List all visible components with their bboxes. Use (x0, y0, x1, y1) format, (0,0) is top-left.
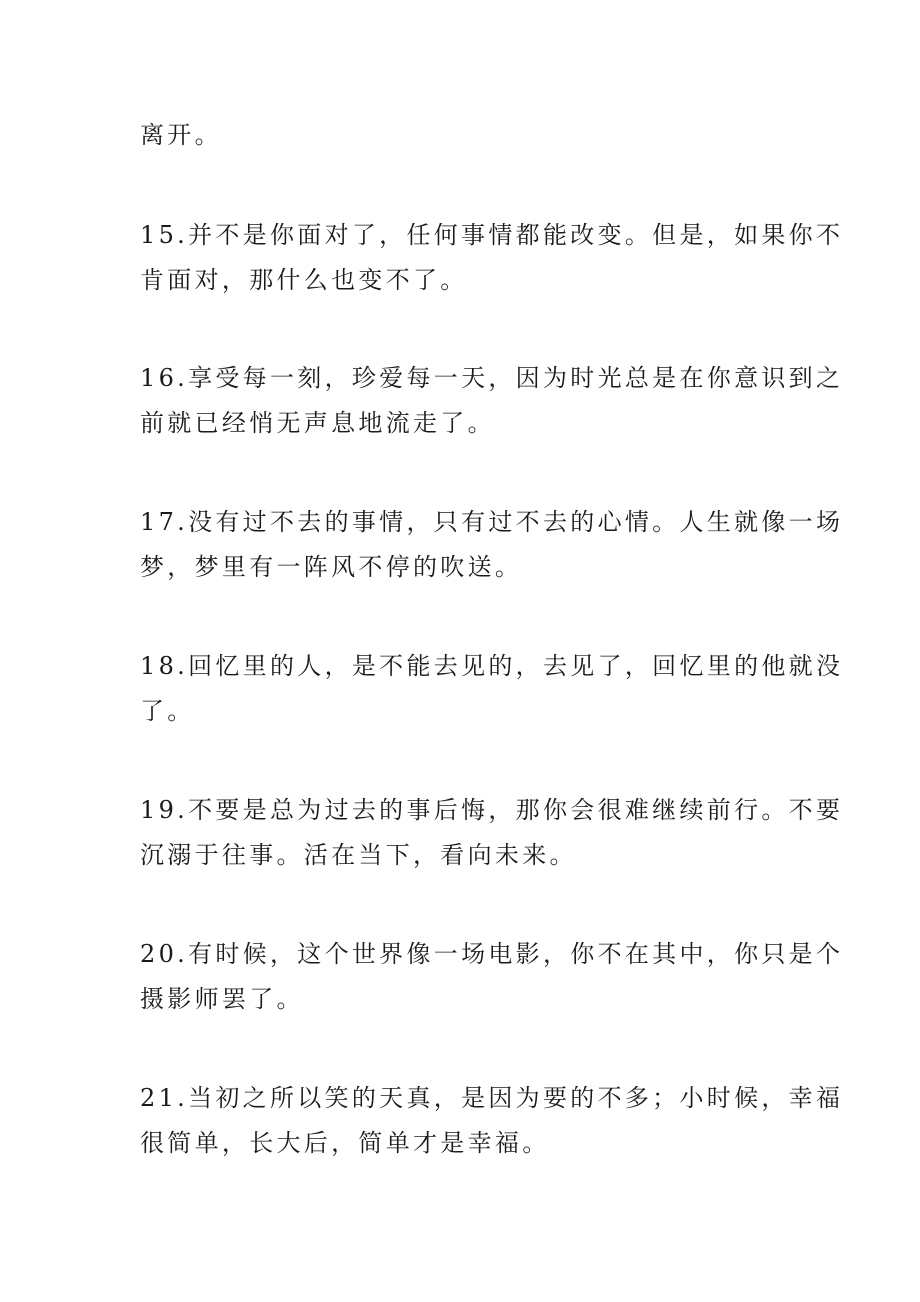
paragraph-text-line: 前就已经悄无声息地流走了。 (140, 409, 495, 437)
paragraph-text-line: 很简单，长大后，简单才是幸福。 (140, 1129, 550, 1157)
paragraph-text-line: 20.有时候，这个世界像一场电影，你不在其中，你只是个 (140, 940, 844, 968)
paragraph-text-line: 21.当初之所以笑的天真，是因为要的不多；小时候，幸福 (140, 1084, 844, 1112)
paragraph-text-line: 17.没有过不去的事情，只有过不去的心情。人生就像一场 (140, 508, 844, 536)
paragraph-text-line: 19.不要是总为过去的事后悔，那你会很难继续前行。不要 (140, 796, 844, 824)
paragraph-text-line: 离开。 (140, 121, 222, 149)
paragraph-text-line: 16.享受每一刻，珍爱每一天，因为时光总是在你意识到之 (140, 364, 844, 392)
paragraph-text-line: 18.回忆里的人，是不能去见的，去见了，回忆里的他就没 (140, 652, 844, 680)
paragraph-text-line: 梦，梦里有一阵风不停的吹送。 (140, 553, 523, 581)
paragraph-text-line: 了。 (140, 697, 195, 725)
paragraph-text-line: 摄影师罢了。 (140, 985, 304, 1013)
paragraph-text-line: 沉溺于往事。活在当下，看向未来。 (140, 841, 577, 869)
paragraph-text-line: 肯面对，那什么也变不了。 (140, 266, 468, 294)
paragraph-text-line: 15.并不是你面对了，任何事情都能改变。但是，如果你不 (140, 221, 844, 249)
